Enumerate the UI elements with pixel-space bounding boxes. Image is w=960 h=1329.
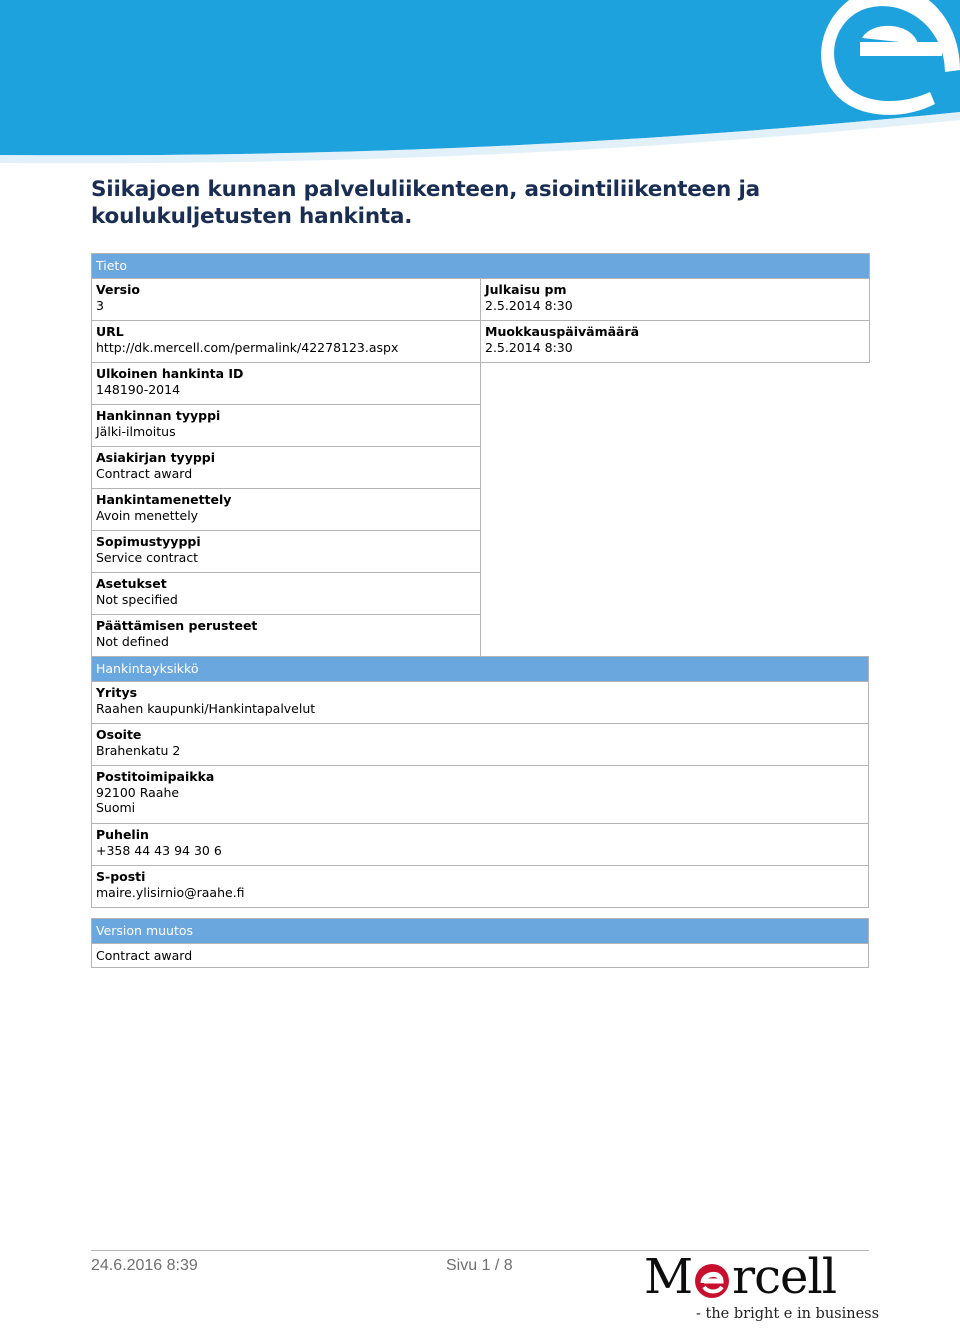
field-asetukset (92, 573, 481, 615)
field-sopimustyyppi (92, 531, 481, 573)
logo-text-end: rcell (732, 1249, 837, 1305)
field-value-country: Suomi (96, 800, 136, 815)
hankintayksikko-header: Hankintayksikkö (92, 657, 869, 682)
field-s-posti (92, 866, 869, 908)
field-value: Service contract (96, 549, 199, 565)
field-value: Brahenkatu 2 (96, 742, 181, 758)
field-value: 92100 Raahe (96, 784, 180, 800)
empty-cell (481, 615, 870, 657)
field-label: Postitoimipaikka (96, 769, 215, 784)
footer-date: 24.6.2016 8:39 (91, 1257, 198, 1274)
field-asiakirjan-tyyppi (92, 447, 481, 489)
field-value: Jälki-ilmoitus (96, 423, 176, 439)
footer-page-number: Sivu 1 / 8 (446, 1257, 513, 1274)
field-julkaisu (481, 279, 870, 321)
field-paattamisen-perusteet (92, 615, 481, 657)
tieto-header: Tieto (92, 254, 870, 279)
empty-cell (481, 363, 870, 405)
top-banner (0, 0, 960, 165)
field-value: 148190-2014 (96, 381, 181, 397)
field-value: 2.5.2014 8:30 (485, 339, 573, 355)
field-value: +358 44 43 94 30 6 (96, 842, 222, 858)
empty-cell (481, 573, 870, 615)
field-puhelin (92, 824, 869, 866)
field-value: Not specified (96, 591, 178, 607)
permalink-link[interactable]: http://dk.mercell.com/permalink/42278123.aspx (96, 339, 399, 355)
field-label: Yritys (96, 685, 138, 700)
version-muutos-value: Contract award (92, 944, 869, 968)
field-label: Julkaisu pm (485, 282, 567, 297)
document-title: Siikajoen kunnan palveluliikenteen, asiointiliikenteen ja koulukuljetusten hankinta. (91, 177, 760, 229)
empty-cell (481, 489, 870, 531)
field-value: Raahen kaupunki/Hankintapalvelut (96, 700, 316, 716)
field-value: Contract award (96, 465, 193, 481)
logo-wordmark (644, 1249, 836, 1305)
version-muutos-table (91, 918, 869, 968)
field-label: Osoite (96, 727, 142, 742)
field-versio (92, 279, 481, 321)
field-osoite (92, 724, 869, 766)
logo-e-icon (694, 1257, 730, 1299)
field-muokkauspaivamaara (481, 321, 870, 363)
field-label: Versio (96, 282, 140, 297)
field-postitoimipaikka (92, 766, 869, 824)
email-link[interactable]: maire.ylisirnio@raahe.fi (96, 884, 245, 900)
empty-cell (481, 531, 870, 573)
field-label: Hankinnan tyyppi (96, 408, 221, 423)
tieto-table (91, 253, 870, 657)
hankintayksikko-table (91, 656, 869, 908)
field-label: S-posti (96, 869, 146, 884)
logo-text-start: M (644, 1249, 693, 1305)
field-label: Sopimustyyppi (96, 534, 201, 549)
field-value: 2.5.2014 8:30 (485, 297, 573, 313)
field-hankintamenettely (92, 489, 481, 531)
field-label: URL (96, 324, 124, 339)
field-url (92, 321, 481, 363)
version-muutos-header: Version muutos (92, 919, 869, 944)
field-label: Muokkauspäivämäärä (485, 324, 640, 339)
field-label: Asiakirjan tyyppi (96, 450, 216, 465)
field-value: 3 (96, 297, 104, 313)
field-label: Asetukset (96, 576, 167, 591)
field-yritys (92, 682, 869, 724)
banner-graphic (0, 0, 960, 165)
empty-cell (481, 405, 870, 447)
mercell-logo (644, 1249, 880, 1323)
field-label: Puhelin (96, 827, 149, 842)
field-label: Ulkoinen hankinta ID (96, 366, 244, 381)
empty-cell (481, 447, 870, 489)
field-label: Päättämisen perusteet (96, 618, 258, 633)
field-ulkoinen-hankinta-id (92, 363, 481, 405)
field-value: Avoin menettely (96, 507, 199, 523)
logo-tagline: - the bright e in business (696, 1306, 880, 1322)
field-hankinnan-tyyppi (92, 405, 481, 447)
field-value: Not defined (96, 633, 169, 649)
field-label: Hankintamenettely (96, 492, 232, 507)
